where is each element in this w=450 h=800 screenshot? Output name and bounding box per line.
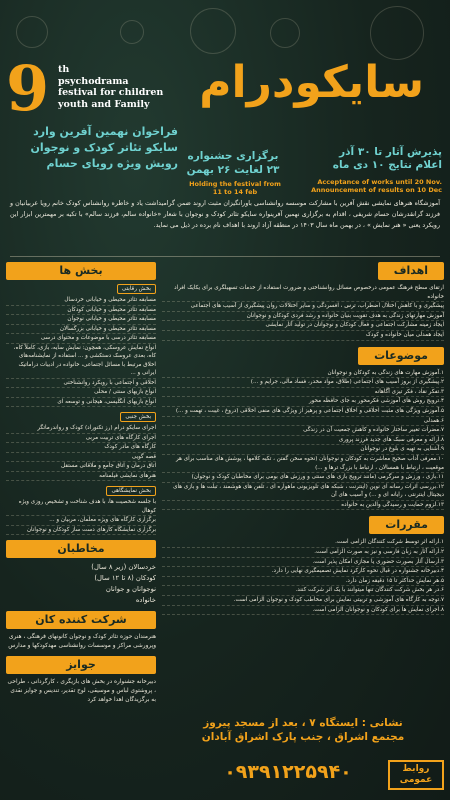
festival-number: 9 — [6, 52, 50, 125]
section-label: بخش نمایشگاهی — [106, 486, 156, 496]
call-text — [6, 124, 178, 172]
rule-item: ۴.دبیرخانه جشنواره در قبال نحوه کارکرد نمایش تصمیمگیری نهایی را دارد. — [162, 567, 444, 577]
awards-heading: جوایز — [6, 656, 156, 674]
topic-item: ۵.آموزش ویژگی های مثبت اخلاقی و اخلاق اجتماعی و پرهیز از ویژگی های منفی اخلاقی (دروغ ، غیبت ، تهمت و ...) — [162, 407, 444, 417]
audience-list — [6, 562, 156, 606]
rules-list — [162, 538, 444, 615]
participants-text: هنرمندان حوزه تئاتر کودک و نوجوان کانونهای فرهنگی ، هنری وپرورشی مراکز و موسسات روانشناسی مهدکودکها و مدارس — [8, 634, 156, 649]
topic-item: ۱۲.بررسی اثرات رسانه ای نوین (اینترنت ، شبکه های تلویزیونی ماهواره ای ، تلفن های هوشمند ، تبلت ها و بازی های دیجیتال اینترنتی ، رایانه ای و ...) و آسیب های آن — [162, 483, 444, 501]
list-item: انواع بازیهای سنتی / محلی — [6, 388, 156, 398]
acceptance-en-line: Announcement of results on 10 Dec — [311, 186, 442, 194]
festival-en-line: festival for children — [58, 87, 164, 98]
call-line: سایکو تئاتر کودک و نوجوان — [30, 141, 178, 154]
flower-ornament — [16, 16, 48, 48]
list-item: کارگاه های مادر کودک — [6, 443, 156, 453]
acceptance-line: پذیرش آثار تا ۳۰ آذر — [339, 146, 442, 158]
address — [164, 716, 442, 744]
festival-en-line: th — [58, 64, 70, 75]
divider — [10, 256, 440, 257]
call-line: رویش ویژه رویای حسام — [46, 157, 178, 170]
festival-title-en — [58, 64, 188, 110]
intro-paragraph: آموزشگاه هنرهای نمایشی نقش آفرین با مشارکت موسسه روانشناسی باورانگیزان مثبت اروند ضمن گرامیداشت یاد و خاطره روانشناس کودک خانم رویا عربیانیان و فرزند گرانقدرشان حسام شریفی ، اقدام به برگزاری نهمین آفرینواره سایکو تئاتر کودک و نوجوان با شعار «خانواده سالم، فرزند سالم» با تکیه بر مهمترین ابزار این رویکرد یعنی « هنر نمایش » ، در بهمن ماه سال ۱۴۰۳ در منطقه آزاد اروند با اهداف نام برده در ذیل می نماید. — [10, 200, 440, 229]
list-item: با جلسه شخصیت ها، با هدف شناخت و تشخیص روزی ویژه کوهال — [6, 498, 156, 516]
festival-dates-fa — [178, 150, 288, 177]
flower-ornament — [190, 8, 236, 54]
topic-item: ۳.تفکر نقاد ، فکر تیزی آگاهانه — [162, 388, 444, 398]
acceptance-dates-fa — [292, 146, 442, 172]
list-item: اجرای کارگاه های تربیت مربی — [6, 434, 156, 444]
rule-item: ۲.ارائه آثار به زبان فارسی و نیز به صورت الزامی است. — [162, 548, 444, 558]
festival-title-fa: سایکودرام — [199, 57, 424, 108]
topic-item: ۱.آموزش مهارت های زندگی به کودکان و نوجوانان — [162, 369, 444, 379]
left-column — [6, 262, 156, 705]
call-line: فراخوان نهمین آفرین وارد — [33, 125, 178, 138]
topics-heading: موضوعات — [358, 347, 444, 365]
goal-item: ارتقای سطح فرهنگ عمومی درخصوص مسائل روانشناختی و ضرورت استفاده از خدمات تسهیلگری برای یکایک افراد خانواده — [162, 284, 444, 302]
public-relations-label — [388, 760, 444, 790]
topic-item: ۱۰.معرفی آداب صحیح معاشرت به کودکان و نوجوانان (نحوه سخن گفتن ، تکیه کلامها ، پوشش های مناسب برای هر موقعیت ، ارتباط با همسالان ، ارتباط با بزرگ ترها و ...) — [162, 455, 444, 473]
address-line: نشانی : ایستگاه ۷ ، بعد از مسجد پیروز — [203, 717, 403, 729]
flower-ornament — [120, 20, 144, 44]
topic-item: ۲.پیشگیری از بروز آسیب های اجتماعی (طلاق، مواد مخدر، فساد مالی، جرایم و ...) — [162, 378, 444, 388]
topic-item: ۹.آشنایی به تهیه ی بلوغ در نوجوانان — [162, 445, 444, 455]
goal-item: آموزش مهارتهای زندگی به هدف تقویت بنیان خانواده و رشد فردی کودکان و نوجوانان — [162, 312, 444, 322]
festival-dates-en: Holding the festival from 11 to 14 feb — [189, 180, 281, 196]
exhibition-section — [6, 486, 156, 535]
topic-item: ۷.مضرات تغییر ساختار خانواده و کاهش جمعیت آن در زندگی — [162, 426, 444, 436]
right-column — [162, 262, 444, 621]
topic-item: ۱۳.لزوم حمایت و رسیدگی والدین به خانواده — [162, 501, 444, 511]
festival-date-line: برگزاری جشنواره — [187, 150, 279, 162]
flower-ornament — [270, 18, 300, 48]
list-item: مسابقه تئاتر محیطی و خیابانی بزرگسالان — [6, 325, 156, 335]
rule-item: ۸.اجرای نمایش ها برای کودکان و نوجوانان الزامی است. — [162, 606, 444, 616]
phone-number[interactable]: ۰۹۳۹۱۲۲۵۹۴۰ — [224, 761, 352, 783]
rule-item: ۶.در هر بخش شرکت کنندگان تنها میتوانند با یک اثر شرکت کنند. — [162, 586, 444, 596]
awards-text: دبیرخانه جشنواره در بخش های بازیگری ، کارگردانی ، طراحی ، پروشتوی لباس و موسیقی، لوح تقدیر، تندیس و جوایز نقدی به برگزیدگان اهدا خواهد کرد — [7, 679, 156, 703]
rule-item: ۵.هر نمایش حداکثر تا ۱۵ دقیقه زمان دارد. — [162, 577, 444, 587]
goals-heading: اهداف — [378, 262, 444, 280]
rule-item: ۳.ارسال آثار بصورت حضوری یا مجازی امکان پذیر است. — [162, 558, 444, 568]
topic-item: ۶.همدلی — [162, 417, 444, 427]
list-item: مسابقه تئاتر درسی با موضوعات و محتوای درسی — [6, 334, 156, 344]
festival-en-line: psychodrama — [58, 75, 129, 87]
topics-list — [162, 369, 444, 511]
goal-item: ایجاد زمینه مشارکت اجتماعی و فعال کودکان و نوجوانان در تولید آثار نمایشی — [162, 321, 444, 331]
flower-ornament — [370, 6, 424, 60]
list-item: اخلاقی و اجتماعی با رویکرد روانشناختی — [6, 379, 156, 389]
participants-heading: شرکت کننده کان — [6, 611, 156, 629]
audience-heading: مخاطبان — [6, 540, 156, 558]
list-item: انواع بازیهای انگلیسی، هیجانی و توسعه ای — [6, 398, 156, 408]
audience-item: نوجوانان و جوانان — [105, 585, 156, 593]
goal-item: ایجاد همدلی میان خانواده و کودک — [162, 331, 444, 341]
address-line: مجتمع اشراق ، جنب پارک اشراق آبادان — [201, 731, 405, 743]
competitive-section — [6, 284, 156, 407]
audience-item: خردسالان (زیر ۸ سال) — [91, 563, 156, 571]
list-item: برگزاری کارگاه های ویژه معلمان، مربیان و ... — [6, 516, 156, 526]
audience-item: کودکان (۸ تا ۱۲ سال) — [94, 574, 156, 582]
acceptance-en-line: Acceptance of works until 20 Nov. — [317, 178, 442, 186]
topic-item: ۱۱.بازی ، ورزش و سرگرمی (مانند ترویج بازی های سنتی و ورزش های بومی برای مخاطبان کودک و نوجوان) — [162, 473, 444, 483]
list-item: قصه گویی — [6, 453, 156, 463]
list-item: اتاق درمان و اتاق جامع و ملاقاتی مستقل — [6, 462, 156, 472]
topic-item: ۴.ترویج روش های آموزشی فکرمحور به جای حافظه محور — [162, 397, 444, 407]
list-item: مسابقه تئاتر محیطی و خیابانی خردسال — [6, 296, 156, 306]
list-item: مسابقه تئاتر محیطی و خیابانی نوجوان — [6, 315, 156, 325]
sections-heading: بخش ها — [6, 262, 156, 280]
list-item: برگزاری نمایشگاه کارهای دست ساز کودکان و نوجوانان — [6, 526, 156, 536]
pr-line: روابط — [402, 764, 430, 774]
section-label: بخش جنبی — [120, 412, 156, 422]
section-label: بخش رقابتی — [117, 284, 156, 294]
rule-item: ۱.ارائه اثر توسط شرکت کنندگان الزامی است. — [162, 538, 444, 548]
rules-heading: مقررات — [369, 516, 444, 534]
goals-list — [162, 284, 444, 341]
festival-date-line: ۲۳ لغایت ۲۶ بهمن — [186, 163, 280, 176]
audience-item: خانواده — [135, 596, 156, 604]
list-item: انواع نمایش عروسکی، همچون: نمایش سایه، بازی، کاملاً کاه، کاه، بعدی عروسک دستکشی و ... استفاده از نمایشنامه‌های اخلاق مرتبط با مسائل اجتماعی، خانواده در ادبیات دراماتیک ایرانی و ... — [6, 344, 156, 379]
topic-item: ۸.ارائه و معرفی سبک های جدید فرزند پروری — [162, 436, 444, 446]
pr-line: عمومی — [399, 775, 433, 785]
rule-item: ۷.توجه به کارگاه های آموزشی و تربیتی نمایش برای مخاطب کودک و نوجوان الزامی است. — [162, 596, 444, 606]
side-section — [6, 412, 156, 481]
list-item: هنرهای نمایشی فیلمنامه — [6, 472, 156, 482]
acceptance-line: اعلام نتایج ۱۰ دی ماه — [332, 159, 442, 171]
acceptance-dates-en — [292, 178, 442, 194]
festival-en-line: youth and Family — [58, 98, 150, 110]
list-item: مسابقه تئاتر محیطی و خیابانی کودکان — [6, 306, 156, 316]
goal-item: پیشگیری و با کاهش اختلال اضطراب، ترس ، افسردگی و سایر اختلالات روان پیشگیری از آسیب های اجتماعی — [162, 302, 444, 312]
list-item: اجرای سایکو درام (رز تکنوراد) کودک و رواندرماتگر — [6, 424, 156, 434]
